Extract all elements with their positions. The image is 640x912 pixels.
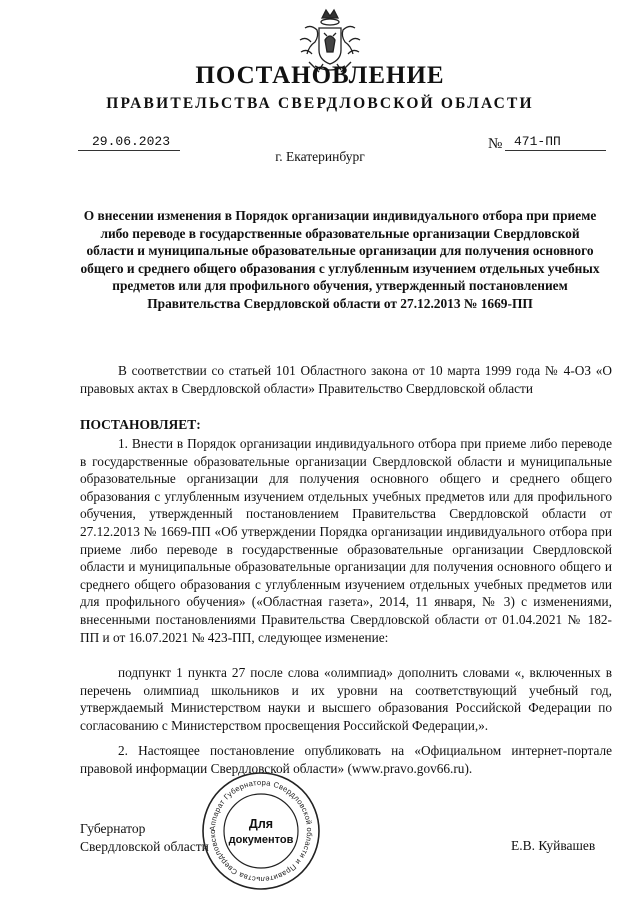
number-sign: № (488, 136, 503, 152)
stamp-center-line2: документов (228, 834, 294, 846)
item-1-paragraph: 1. Внести в Порядок организации индивидуального отбора при приеме либо переводе в государственные образовательные организации Свердловской области и муниципальные образовательные организации для получения основного общего и среднего общего образования с углубленным изучением отдельных учебных предметов или для профильного обучения, утвержденный постановлением Правительства Свердловской области от 27.12.2013 № 1669-ПП «Об утверждении Порядка организации индивидуального отбора при приеме либо переводе в государственные образовательные организации Свердловской области и муниципальные образовательные организации для получения основного общего и среднего общего образования с углубленным изучением отдельных учебных предметов или для профильного обучения» («Областная газета», 2014, 11 января, № 3) с изменениями, внесенными постановлениями Правительства Свердловской области от 01.04.2021 № 182-ПП и от 16.07.2021 № 423-ПП, следующее изменение: (80, 436, 612, 645)
document-type-title: ПОСТАНОВЛЕНИЕ (195, 62, 445, 89)
city-line: г. Екатеринбург (275, 149, 365, 164)
signatory-title-line1: Губернатор (80, 821, 146, 836)
resolves-label: ПОСТАНОВЛЯЕТ: (80, 417, 201, 432)
stamp-center-line1: Для (248, 817, 274, 831)
document-heading: О внесении изменения в Порядок организации индивидуального отбора при приеме либо переводе в государственные образовательные организации Свердловской области и муниципальные образовательные организации для получения основного общего и среднего общего образования с углубленным изучением отдельных учебных предметов или для профильного обучения, утвержденный постановлением Правительства Свердловской области от 27.12.2013 № 1669-ПП (80, 208, 600, 311)
stamp-ring-text: Аппарат Губернатора Свердловской области и Правительства Свердловско (207, 777, 315, 885)
signatory-name: Е.В. Куйвашев (511, 838, 596, 853)
signatory-title-line2: Свердловской области (80, 839, 209, 854)
official-stamp (200, 770, 322, 892)
subitem-paragraph: подпункт 1 пункта 27 после слова «олимпиад» дополнить словами «, включенных в перечень олимпиад школьников и их уровни на соответствующий учебный год, утверждаемый Министерством науки и высшего образования Российской Федерации по согласованию с Министерством просвещения Российской Федерации,». (80, 665, 612, 733)
signatory-title (80, 820, 209, 856)
item-2-paragraph: 2. Настоящее постановление опубликовать на «Официальном интернет-портале правовой информации Свердловской области» (www.pravo.gov66.ru). (80, 743, 612, 776)
preamble-paragraph: В соответствии со статьей 101 Областного закона от 10 марта 1999 года № 4-ОЗ «О правовых актах в Свердловской области» Правительство Свердловской области (80, 363, 612, 396)
issuer-subtitle: ПРАВИТЕЛЬСТВА СВЕРДЛОВСКОЙ ОБЛАСТИ (106, 95, 534, 112)
document-date: 29.06.2023 (91, 134, 170, 149)
document-number: 471-ПП (514, 134, 561, 149)
